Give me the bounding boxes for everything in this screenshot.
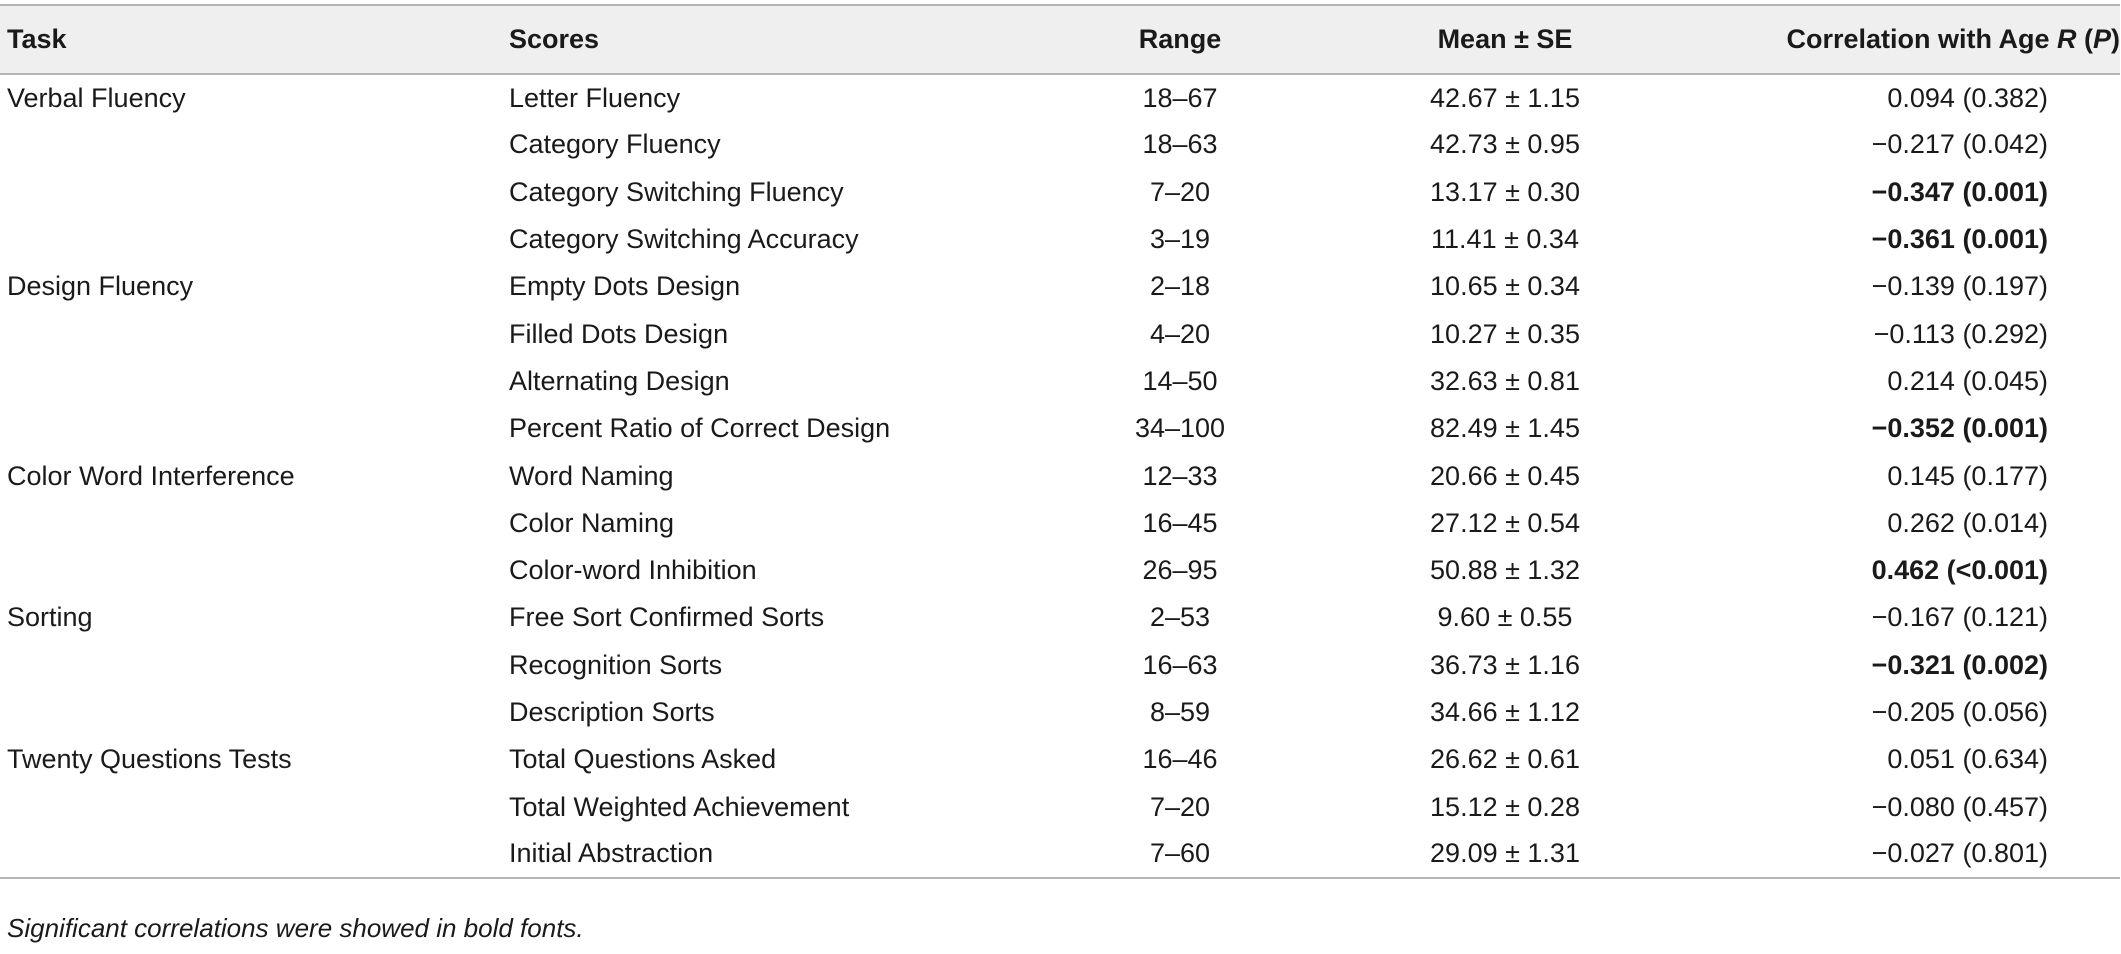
cell-correlation: 0.051 (0.634) xyxy=(1887,744,2048,775)
table-row xyxy=(0,216,2120,263)
cell-score: Category Switching Fluency xyxy=(509,176,844,207)
cell-score: Word Naming xyxy=(509,460,674,491)
cell-correlation: −0.113 (0.292) xyxy=(1873,318,2048,349)
cell-score: Free Sort Confirmed Sorts xyxy=(509,602,825,633)
cell-mean-se: 27.12 ± 0.54 xyxy=(1430,507,1580,538)
cell-task xyxy=(0,831,509,878)
cell-mean-se: 42.67 ± 1.15 xyxy=(1430,82,1580,113)
table-row xyxy=(0,74,2120,121)
cell-mean-se: 29.09 ± 1.31 xyxy=(1251,831,1759,878)
cell-task xyxy=(0,216,509,263)
cell-range: 8–59 xyxy=(1149,697,1211,727)
cell-mean-se: 11.41 ± 0.34 xyxy=(1431,224,1579,255)
cell-task xyxy=(0,121,509,168)
cell-range: 7–60 xyxy=(1109,831,1251,878)
cell-score: Alternating Design xyxy=(509,365,730,396)
cell-task xyxy=(0,358,509,405)
cell-task: Color Word Interference xyxy=(7,460,295,491)
table-row xyxy=(0,594,2120,641)
cell-correlation: −0.361 (0.001) xyxy=(1871,224,2048,255)
table-row xyxy=(0,689,2120,736)
cell-mean-se: 34.66 ± 1.12 xyxy=(1430,697,1580,727)
cell-correlation: −0.167 (0.121) xyxy=(1871,602,2048,633)
header-correlation-open: ( xyxy=(2076,24,2093,54)
cell-task xyxy=(0,689,509,736)
cell-correlation: −0.139 (0.197) xyxy=(1871,271,2048,302)
header-task: Task xyxy=(7,24,67,54)
table-row xyxy=(0,831,2120,878)
results-table xyxy=(0,4,2120,879)
cell-range: 7–20 xyxy=(1149,791,1211,822)
table-row xyxy=(0,452,2120,499)
cell-score: Total Weighted Achievement xyxy=(509,791,850,822)
cell-mean-se: 9.60 ± 0.55 xyxy=(1437,602,1573,633)
table-footnote: Significant correlations were showed in bold fonts. xyxy=(7,913,584,943)
table-row xyxy=(0,783,2120,830)
cell-range: 2–53 xyxy=(1149,602,1211,633)
cell-score: Total Questions Asked xyxy=(509,744,777,775)
cell-correlation: −0.027 (0.801) xyxy=(1759,831,2120,878)
cell-range: 16–63 xyxy=(1142,649,1218,680)
cell-correlation: 0.262 (0.014) xyxy=(1887,507,2048,538)
cell-range: 16–46 xyxy=(1142,744,1218,775)
cell-task xyxy=(0,500,509,547)
cell-range: 34–100 xyxy=(1134,413,1226,444)
cell-score: Percent Ratio of Correct Design xyxy=(509,413,891,444)
table-row xyxy=(0,405,2120,452)
cell-correlation: 0.094 (0.382) xyxy=(1887,82,2048,113)
cell-correlation: −0.080 (0.457) xyxy=(1871,791,2048,822)
table-row xyxy=(0,358,2120,405)
cell-task xyxy=(0,310,509,357)
cell-correlation: 0.214 (0.045) xyxy=(1887,365,2048,396)
cell-task xyxy=(0,783,509,830)
cell-range: 16–45 xyxy=(1142,507,1218,538)
table-row xyxy=(0,121,2120,168)
cell-range: 14–50 xyxy=(1142,365,1218,396)
cell-mean-se: 32.63 ± 0.81 xyxy=(1430,365,1580,396)
cell-correlation: −0.205 (0.056) xyxy=(1871,697,2048,727)
cell-mean-se: 20.66 ± 0.45 xyxy=(1430,460,1580,491)
cell-score: Category Fluency xyxy=(509,129,721,160)
cell-correlation: −0.217 (0.042) xyxy=(1871,129,2048,160)
header-correlation-p: P xyxy=(2092,24,2111,54)
cell-correlation: 0.145 (0.177) xyxy=(1887,460,2048,491)
header-range: Range xyxy=(1138,24,1222,54)
cell-score: Description Sorts xyxy=(509,697,715,727)
cell-mean-se: 36.73 ± 1.16 xyxy=(1430,649,1580,680)
cell-score: Color-word Inhibition xyxy=(509,555,757,586)
cell-range: 18–67 xyxy=(1142,82,1218,113)
cell-score: Empty Dots Design xyxy=(509,271,741,302)
cell-range: 18–63 xyxy=(1142,129,1218,160)
cell-score: Filled Dots Design xyxy=(509,318,729,349)
cell-task xyxy=(0,547,509,594)
table-row xyxy=(0,547,2120,594)
cell-range: 12–33 xyxy=(1142,460,1218,491)
table-row xyxy=(0,263,2120,310)
header-correlation-r: R xyxy=(2056,24,2077,54)
cell-correlation: −0.352 (0.001) xyxy=(1871,413,2048,444)
cell-task: Sorting xyxy=(7,602,93,633)
table-row xyxy=(0,642,2120,689)
cell-mean-se: 42.73 ± 0.95 xyxy=(1430,129,1580,160)
header-correlation xyxy=(1759,5,2120,74)
cell-task: Verbal Fluency xyxy=(7,82,186,113)
cell-score: Letter Fluency xyxy=(509,82,681,113)
cell-task xyxy=(0,642,509,689)
table-row xyxy=(0,736,2120,783)
cell-mean-se: 10.27 ± 0.35 xyxy=(1430,318,1580,349)
header-mean-se: Mean ± SE xyxy=(1437,24,1573,54)
cell-correlation: −0.321 (0.002) xyxy=(1871,649,2048,680)
cell-score: Color Naming xyxy=(509,507,675,538)
header-correlation-close: ) xyxy=(2111,24,2120,54)
cell-mean-se: 26.62 ± 0.61 xyxy=(1430,744,1580,775)
cell-task: Design Fluency xyxy=(7,271,194,302)
header-correlation-prefix: Correlation with Age xyxy=(1786,24,2057,54)
cell-task xyxy=(0,169,509,216)
cell-mean-se: 15.12 ± 0.28 xyxy=(1430,791,1580,822)
table-row xyxy=(0,500,2120,547)
table-header xyxy=(0,5,2120,74)
cell-score: Recognition Sorts xyxy=(509,649,723,680)
cell-mean-se: 13.17 ± 0.30 xyxy=(1430,176,1580,207)
cell-range: 7–20 xyxy=(1149,176,1211,207)
cell-correlation: −0.347 (0.001) xyxy=(1871,176,2048,207)
cell-task xyxy=(0,405,509,452)
cell-mean-se: 10.65 ± 0.34 xyxy=(1430,271,1580,302)
cell-score: Initial Abstraction xyxy=(509,831,1109,878)
cell-range: 4–20 xyxy=(1149,318,1211,349)
cell-mean-se: 50.88 ± 1.32 xyxy=(1430,555,1580,586)
table-row xyxy=(0,310,2120,357)
cell-correlation: 0.462 (<0.001) xyxy=(1871,555,2048,586)
header-scores: Scores xyxy=(509,24,600,54)
table-row xyxy=(0,169,2120,216)
cell-range: 3–19 xyxy=(1149,224,1211,255)
cell-score: Category Switching Accuracy xyxy=(509,224,859,255)
cell-task: Twenty Questions Tests xyxy=(7,744,292,775)
cell-range: 26–95 xyxy=(1142,555,1218,586)
cell-mean-se: 82.49 ± 1.45 xyxy=(1430,413,1580,444)
header-row xyxy=(0,5,2120,74)
table-body xyxy=(0,74,2120,878)
cell-range: 2–18 xyxy=(1149,271,1211,302)
